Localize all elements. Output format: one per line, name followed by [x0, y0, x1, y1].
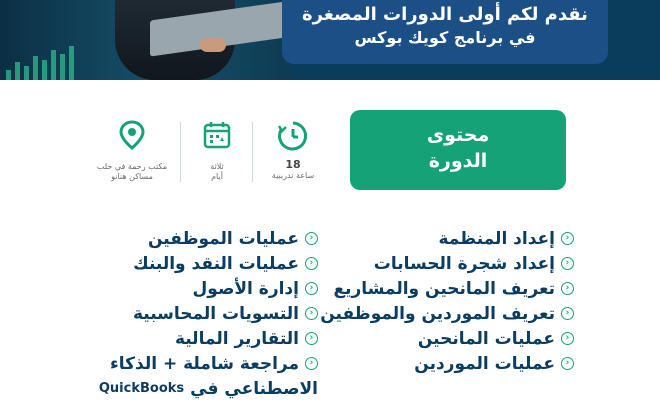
- duration-line-2: أيام: [211, 172, 223, 181]
- list-item: ‹ عمليات النقد والبنك: [99, 251, 318, 276]
- list-item: ‹ تعريف الموردين والموظفين: [320, 301, 574, 326]
- headline-line-1: نقدم لكم أولى الدورات المصغرة: [302, 4, 588, 25]
- chevron-left-icon: ‹: [561, 307, 574, 320]
- chevron-left-icon: ‹: [561, 282, 574, 295]
- list-item: ‹ تعريف المانحين والمشاريع: [320, 276, 574, 301]
- duration-info: [192, 120, 242, 190]
- list-item: ‹ التسويات المحاسبية: [99, 301, 318, 326]
- divider: [180, 122, 181, 182]
- list-item: ‹ مراجعة شاملة + الذكاء: [99, 351, 318, 376]
- chevron-left-icon: ‹: [305, 257, 318, 270]
- list-item: ‹ إعداد شجرة الحسابات: [320, 251, 574, 276]
- duration-line-1: ثلاثة: [210, 162, 224, 171]
- headline-line-2: في برنامج كويك بوكس: [354, 28, 536, 47]
- list-item: ‹ إعداد المنظمة: [320, 226, 574, 251]
- hours-info: [262, 120, 324, 190]
- headline-box: [282, 0, 608, 64]
- location-line-2: مساكن هنانو: [111, 172, 153, 181]
- chevron-left-icon: ‹: [561, 332, 574, 345]
- calendar-icon: [202, 120, 232, 150]
- content-box-line-2: الدورة: [428, 150, 488, 172]
- hero-photo: [0, 0, 290, 80]
- chart-decoration: [0, 40, 126, 80]
- chevron-left-icon: ‹: [561, 232, 574, 245]
- list-item: ‹ عمليات الموظفين: [99, 226, 318, 251]
- clock-icon: [277, 120, 309, 152]
- list-item: ‹ إدارة الأصول: [99, 276, 318, 301]
- chevron-left-icon: ‹: [305, 282, 318, 295]
- quickbooks-label: QuickBooks: [98, 381, 185, 396]
- hours-label: ساعة تدريبية: [271, 171, 315, 180]
- location-line-1: مكتب رحمة في حلب: [96, 162, 168, 171]
- course-content-box: [350, 110, 566, 190]
- list-item: ‹ التقارير المالية: [99, 326, 318, 351]
- list-item: ‹ عمليات المانحين: [320, 326, 574, 351]
- list-item: ‹ عمليات الموردين: [320, 351, 574, 376]
- chevron-left-icon: ‹: [561, 257, 574, 270]
- chevron-left-icon: ‹: [305, 232, 318, 245]
- chevron-left-icon: ‹: [305, 357, 318, 370]
- chevron-left-icon: ‹: [305, 307, 318, 320]
- chevron-left-icon: ‹: [305, 332, 318, 345]
- header-banner: [0, 0, 660, 80]
- location-pin-icon: [119, 120, 145, 150]
- divider: [252, 122, 253, 182]
- location-info: [94, 120, 170, 190]
- course-topics-right: [320, 226, 574, 376]
- course-topics-left: [99, 226, 318, 401]
- content-box-line-1: محتوى: [426, 124, 490, 146]
- chevron-left-icon: ‹: [561, 357, 574, 370]
- list-item-continuation: الاصطناعي في QuickBooks: [98, 378, 318, 399]
- hours-value: 18: [285, 158, 301, 171]
